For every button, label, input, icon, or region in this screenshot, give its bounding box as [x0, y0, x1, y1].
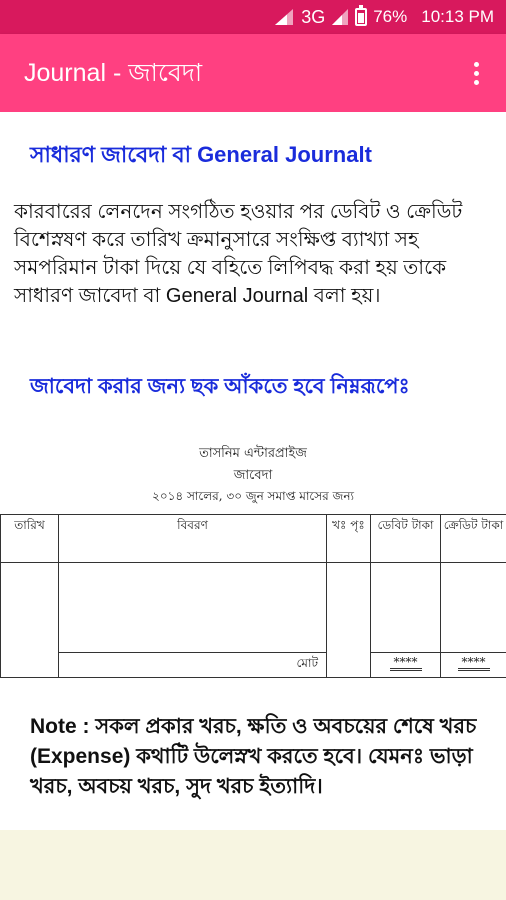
app-bar	[0, 34, 506, 112]
journal-format-image	[0, 440, 506, 680]
col-credit: ক্রেডিট টাকা	[441, 515, 506, 563]
battery-percent: 76%	[373, 7, 408, 26]
definition-paragraph: কারবারের লেনদেন সংগঠিত হওয়ার পর ডেবিট ও ক্রেডিট বিশেস্নষণ করে তারিখ ক্রমানুসারে সংক্ষিপ্ত ব্যাখ্যা সহ সমপরিমান টাকা দিয়ে যে বহিতে লিপিবদ্ধ করা হয় তাকে সাধারণ জাবেদা বা General Journal বলা হয়।	[14, 201, 463, 307]
col-description: বিবরণ	[59, 515, 327, 563]
col-debit: ডেবিট টাকা	[371, 515, 441, 563]
app-title: Journal - জাবেদা	[24, 59, 203, 87]
total-label: মোট	[59, 653, 327, 678]
clock: 10:13 PM	[421, 7, 494, 26]
journal-title: জাবেদা	[233, 468, 273, 483]
journal-period: ২০১৪ সালের, ৩০ জুন সমাপ্ত মাসের জন্য	[152, 489, 354, 503]
signal-strength-icon	[331, 8, 349, 26]
section-heading: সাধারণ জাবেদা বা General Journalt	[30, 142, 372, 167]
journal-table	[0, 514, 506, 678]
content-area[interactable]	[0, 112, 506, 830]
signal-icon	[273, 8, 295, 26]
col-date: তারিখ	[1, 515, 59, 563]
subheading: জাবেদা করার জন্য ছক আঁকতে হবে নিম্নরূপেঃ	[30, 375, 410, 398]
col-folio: খঃ পৃঃ	[327, 515, 371, 563]
more-vert-icon[interactable]	[464, 56, 488, 90]
company-name: তাসনিম এন্টারপ্রাইজ	[199, 446, 307, 461]
credit-total: ****	[458, 656, 490, 671]
status-bar	[0, 0, 506, 34]
note-text: Note : সকল প্রকার খরচ, ক্ষতি ও অবচয়ের শেষে খরচ (Expense) কথাটি উলেস্নখ করতে হবে। যেমনঃ ভাড়া খরচ, অবচয় খরচ, সুদ খরচ ইত্যাদি।	[30, 715, 477, 798]
battery-icon	[355, 8, 367, 26]
debit-total: ****	[390, 656, 422, 671]
bottom-area	[0, 830, 506, 900]
network-type: 3G	[301, 6, 326, 27]
